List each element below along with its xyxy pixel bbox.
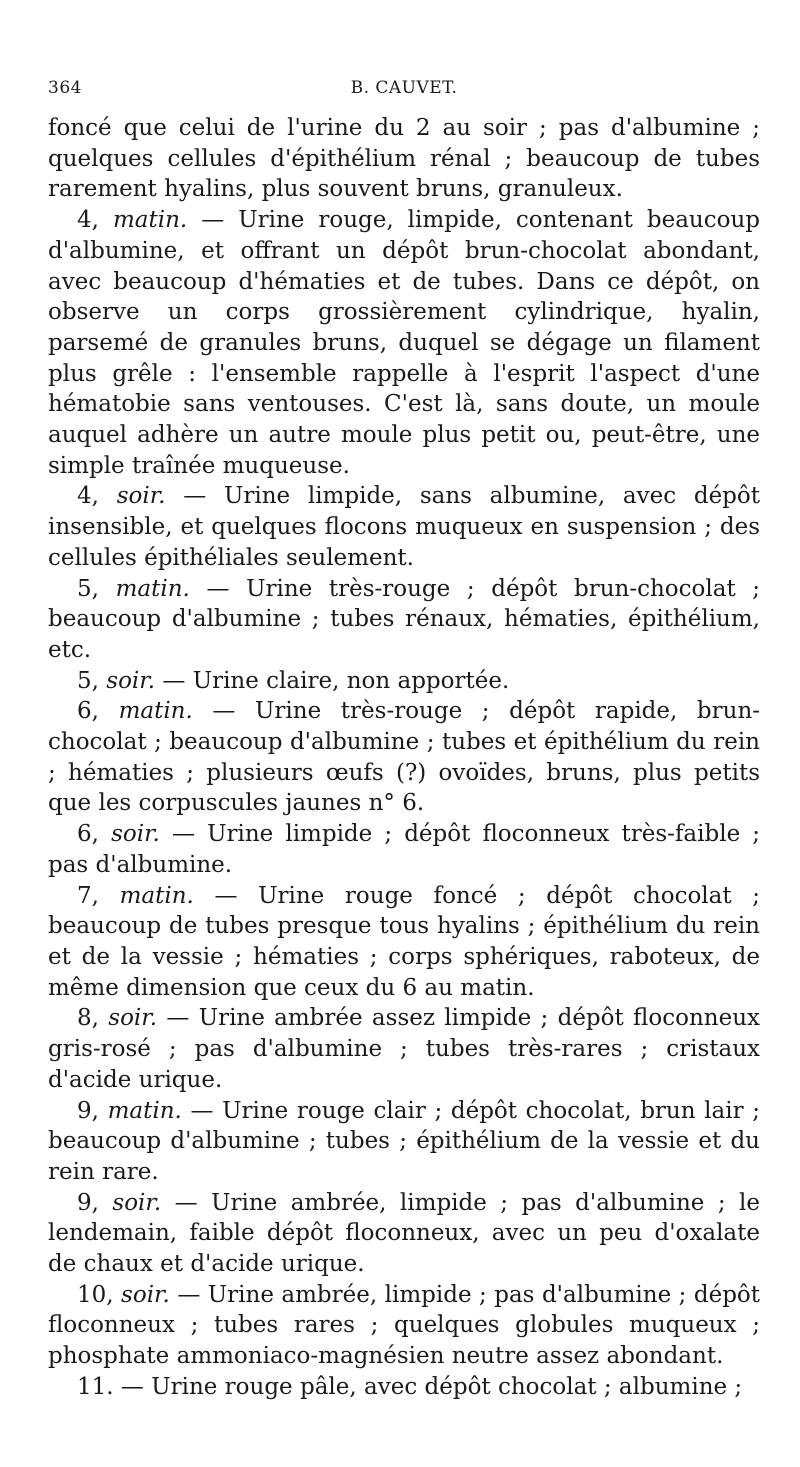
entry-text: Urine très-rouge ; dépôt rapide, brun-chocolat ; beaucoup d'albumine ; tubes et épithélium du rein ; hématies ; plusieurs œufs (?) ovoïdes, bruns, plus petits que les corpuscules jaunes n° 6. bbox=[48, 698, 761, 817]
entry-text: Urine rouge foncé ; dépôt chocolat ; beaucoup de tubes presque tous hyalins ; épithélium du rein et de la vessie ; hématies ; corps sphériques, raboteux, de même dimension que ceux du 6 au matin. bbox=[48, 882, 760, 1001]
log-entry bbox=[48, 205, 760, 481]
continuation-paragraph: foncé que celui de l'urine du 2 au soir ; pas d'albumine ; quelques cellules d'épithélium rénal ; beaucoup de tubes rarement hyalins, plus souvent bruns, granuleux. bbox=[48, 115, 760, 203]
entry-day: 4, bbox=[77, 207, 99, 234]
entry-text: Urine claire, non apportée. bbox=[192, 667, 510, 694]
entry-dash: — bbox=[190, 1097, 223, 1124]
entry-time: soir. bbox=[108, 1005, 158, 1032]
entry-day: 11. bbox=[77, 1373, 114, 1400]
entry-time: matin. bbox=[112, 207, 188, 234]
entry-dash: — bbox=[177, 1281, 208, 1308]
entry-text: Urine ambrée, limpide ; pas d'albumine ; dépôt floconneux ; tubes rares ; quelques globules muqueux ; phosphate ammoniaco-magnésien neutre assez abondant. bbox=[48, 1281, 761, 1370]
entry-dash: — bbox=[162, 667, 193, 694]
entry-day: 5, bbox=[77, 667, 99, 694]
entry-text: Urine limpide ; dépôt floconneux très-faible ; pas d'albumine. bbox=[48, 821, 761, 878]
log-entry bbox=[48, 1188, 760, 1280]
entry-time: soir. bbox=[121, 1281, 170, 1308]
entry-dash: — bbox=[183, 483, 224, 510]
entry-list bbox=[48, 205, 760, 1402]
entry-time: soir. bbox=[106, 667, 156, 694]
entry-dash: — bbox=[174, 1189, 212, 1216]
log-entry bbox=[48, 1096, 760, 1188]
entry-day: 7, bbox=[77, 882, 99, 909]
entry-day: 8, bbox=[77, 1005, 99, 1032]
entry-time: soir. bbox=[116, 483, 166, 510]
entry-text: Urine ambrée assez limpide ; dépôt floconneux gris-rosé ; pas d'albumine ; tubes très-rares ; cristaux d'acide urique. bbox=[48, 1005, 760, 1093]
entry-dash: — bbox=[120, 1373, 152, 1400]
entry-text: Urine limpide, sans albumine, avec dépôt insensible, et quelques flocons muqueux en suspension ; des cellules épithéliales seulement. bbox=[48, 483, 760, 571]
log-entry bbox=[48, 819, 760, 880]
body-text bbox=[48, 113, 760, 1403]
entry-time: matin. bbox=[118, 698, 193, 725]
log-entry bbox=[48, 666, 760, 697]
entry-day: 6, bbox=[77, 698, 99, 725]
entry-time: matin. bbox=[115, 575, 190, 602]
log-entry bbox=[48, 1372, 760, 1403]
log-entry bbox=[48, 881, 760, 1004]
entry-day: 9, bbox=[77, 1097, 99, 1124]
entry-time: soir. bbox=[112, 1189, 162, 1216]
entry-text: Urine très-rouge ; dépôt brun-chocolat ; beaucoup d'albumine ; tubes rénaux, hématies, épithélium, etc. bbox=[48, 575, 761, 663]
entry-dash: — bbox=[171, 821, 208, 848]
entry-dash: — bbox=[201, 207, 239, 234]
entry-time: matin. bbox=[107, 1097, 182, 1124]
entry-day: 9, bbox=[77, 1189, 99, 1216]
entry-dash: — bbox=[166, 1005, 199, 1032]
page-number: 364 bbox=[48, 78, 82, 98]
log-entry bbox=[48, 696, 760, 819]
log-entry bbox=[48, 481, 760, 573]
entry-dash: — bbox=[206, 575, 247, 602]
entry-dash: — bbox=[214, 882, 259, 909]
page-header bbox=[48, 78, 760, 108]
entry-day: 5, bbox=[77, 575, 99, 602]
entry-time: soir. bbox=[111, 821, 160, 848]
entry-day: 10, bbox=[77, 1281, 114, 1308]
entry-text: Urine rouge pâle, avec dépôt chocolat ; albumine ; bbox=[151, 1373, 743, 1400]
running-title: B. CAUVET. bbox=[350, 78, 458, 98]
log-entry bbox=[48, 1280, 760, 1372]
entry-text: Urine rouge clair ; dépôt chocolat, brun lair ; beaucoup d'albumine ; tubes ; épithélium de la vessie et du rein rare. bbox=[48, 1097, 760, 1185]
entry-dash: — bbox=[212, 698, 256, 725]
log-entry bbox=[48, 1003, 760, 1095]
entry-text: Urine ambrée, limpide ; pas d'albumine ; le lendemain, faible dépôt floconneux, avec un peu d'oxalate de chaux et d'acide urique. bbox=[48, 1189, 761, 1278]
entry-text: Urine rouge, limpide, contenant beaucoup d'albumine, et offrant un dépôt brun-chocolat abondant, avec beaucoup d'hématies et de tubes. Dans ce dépôt, on observe un corps grossièrement cylindrique, hyalin, parsemé de granules bruns, duquel se dégage un filament plus grêle : l'ensemble rappelle à l'esprit l'aspect d'une hématobie sans ventouses. C'est là, sans doute, un moule auquel adhère un autre moule plus petit ou, peut-être, une simple traînée muqueuse. bbox=[48, 207, 760, 479]
log-entry bbox=[48, 574, 760, 666]
entry-day: 6, bbox=[77, 821, 99, 848]
entry-time: matin. bbox=[119, 882, 194, 909]
entry-day: 4, bbox=[77, 483, 99, 510]
